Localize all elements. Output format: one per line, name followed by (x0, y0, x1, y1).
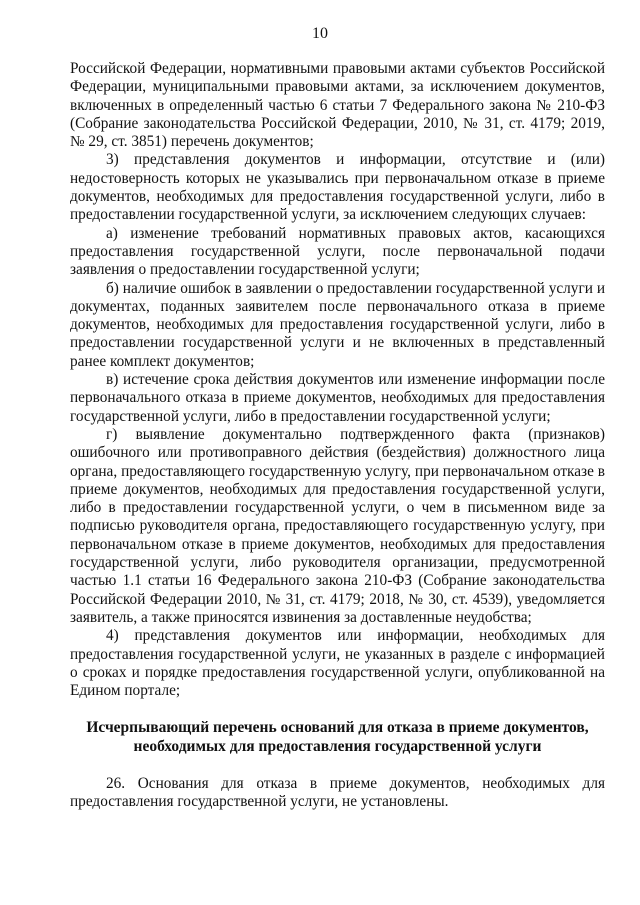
paragraph-item-26: 26. Основания для отказа в приеме документов, необходимых для предоставления государственной услуги, не установлены. (70, 775, 605, 811)
paragraph-subitem-g: г) выявление документально подтвержденного факта (признаков) ошибочного или противоправного действия (бездействия) должностного лица органа, предоставляющего государственную услугу, при первоначальном отказе в приеме документов, необходимых для предоставления государственной услуги, либо в предоставлении государственной услуги, о чем в письменном виде за подписью руководителя органа, предоставляющего государственную услугу, при первоначальном отказе в приеме документов, необходимых для предоставления государственной услуги, либо руководителя организации, предусмотренной частью 1.1 статьи 16 Федерального закона 210-ФЗ (Собрание законодательства Российской Федерации 2010, № 31, ст. 4179; 2018, № 30, ст. 4539), уведомляется заявитель, а также приносятся извинения за доставленные неудобства; (70, 425, 605, 626)
paragraph-subitem-a: а) изменение требований нормативных правовых актов, касающихся предоставления государственной услуги, после первоначальной подачи заявления о предоставлении государственной услуги; (70, 224, 605, 279)
page-number: 10 (312, 25, 328, 42)
section-heading: Исчерпывающий перечень оснований для отказа в приеме документов, необходимых для предоставления государственной услуги (86, 719, 589, 755)
paragraph-continuation: Российской Федерации, нормативными правовыми актами субъектов Российской Федерации, муниципальными правовыми актами, за исключением документов, включенных в определенный частью 6 статьи 7 Федерального закона № 210-ФЗ (Собрание законодательства Российской Федерации, 2010, № 31, ст. 4179; 2019, № 29, ст. 3851) перечень документов; (70, 60, 605, 151)
body-text (70, 60, 605, 700)
paragraph-item-4: 4) представления документов или информации, необходимых для предоставления государственной услуги, не указанных в разделе с информацией о сроках и порядке предоставления государственной услуги, опубликованной на Едином портале; (70, 627, 605, 700)
paragraph-subitem-v: в) истечение срока действия документов или изменение информации после первоначального отказа в приеме документов, необходимых для предоставления государственной услуги, либо в предоставлении государственной услуги; (70, 371, 605, 425)
final-section (70, 775, 605, 812)
paragraph-subitem-b: б) наличие ошибок в заявлении о предоставлении государственной услуги и документах, поданных заявителем после первоначального отказа в приеме документов, необходимых для предоставления государственной услуги, либо в предоставлении государственной услуги и не включенных в представленный ранее комплект документов; (70, 279, 605, 370)
paragraph-item-3: 3) представления документов и информации, отсутствие и (или) недостоверность которых не указывались при первоначальном отказе в приеме документов, необходимых для предоставления государственной услуги, либо в предоставлении государственной услуги, за исключением следующих случаев: (70, 151, 605, 224)
